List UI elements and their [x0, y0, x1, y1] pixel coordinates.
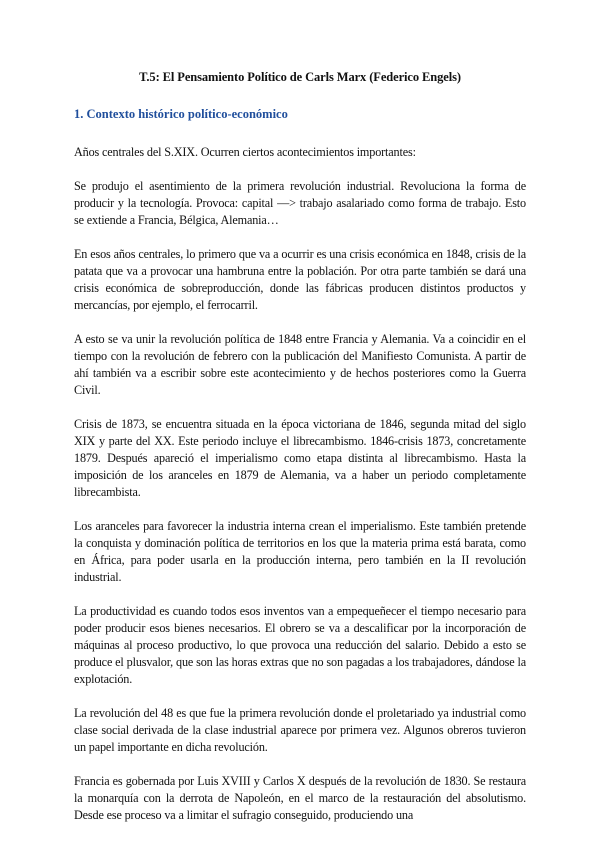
paragraph: Años centrales del S.XIX. Ocurren ciertos acontecimientos importantes: [74, 145, 416, 159]
paragraph: La revolución del 48 es que fue la primera revolución donde el proletariado ya industrial como clase social derivada de la clase industrial aparece por primera vez. Algunos obreros tuvieron un papel importante en dicha revolución. [74, 706, 526, 754]
paragraph: Crisis de 1873, se encuentra situada en la época victoriana de 1846, segunda mitad del siglo XIX y parte del XX. Este periodo incluye el librecambismo. 1846-crisis 1873, concretamente 1879. Después apareció el imperialismo como etapa distinta al librecambismo. Hasta la imposición de los aranceles en 1879 de Alemania, va a haber un periodo completamente librecambista. [74, 417, 526, 499]
paragraph: Se produjo el asentimiento de la primera revolución industrial. Revoluciona la forma de producir y la tecnología. Provoca: capital —> trabajo asalariado como forma de trabajo. Esto se extiende a Francia, Bélgica, Alemania… [74, 179, 526, 227]
section-heading: 1. Contexto histórico político-económico [74, 107, 288, 121]
paragraph: Los aranceles para favorecer la industria interna crean el imperialismo. Este también pretende la conquista y dominación política de territorios en los que la materia prima está barata, como en África, para poder usarla en la producción interna, pero también en la II revolución industrial. [74, 519, 526, 584]
document-title: T.5: El Pensamiento Político de Carls Marx (Federico Engels) [139, 70, 461, 84]
paragraph: Francia es gobernada por Luis XVIII y Carlos X después de la revolución de 1830. Se restaura la monarquía con la derrota de Napoleón, en el marco de la restauración del absolutismo. Desde ese proceso va a limitar el sufragio conseguido, produciendo una [74, 774, 526, 822]
paragraph: A esto se va unir la revolución política de 1848 entre Francia y Alemania. Va a coincidir en el tiempo con la revolución de febrero con la publicación del Manifiesto Comunista. A partir de ahí también va a escribir sobre este acontecimiento y de hechos posteriores como la Guerra Civil. [74, 332, 526, 397]
paragraph: En esos años centrales, lo primero que va a ocurrir es una crisis económica en 1848, crisis de la patata que va a provocar una hambruna entre la población. Por otra parte también se dará una crisis económica de sobreproducción, donde las fábricas producen distintos productos y mercancías, por ejemplo, el ferrocarril. [74, 247, 526, 312]
paragraph: La productividad es cuando todos esos inventos van a empequeñecer el tiempo necesario para poder producir esos bienes necesarios. El obrero se va a descalificar por la incorporación de máquinas al proceso productivo, lo que provoca una reducción del salario. Debido a esto se produce el plusvalor, que son las horas extras que no son pagadas a los trabajadores, dándose la explotación. [74, 604, 526, 686]
